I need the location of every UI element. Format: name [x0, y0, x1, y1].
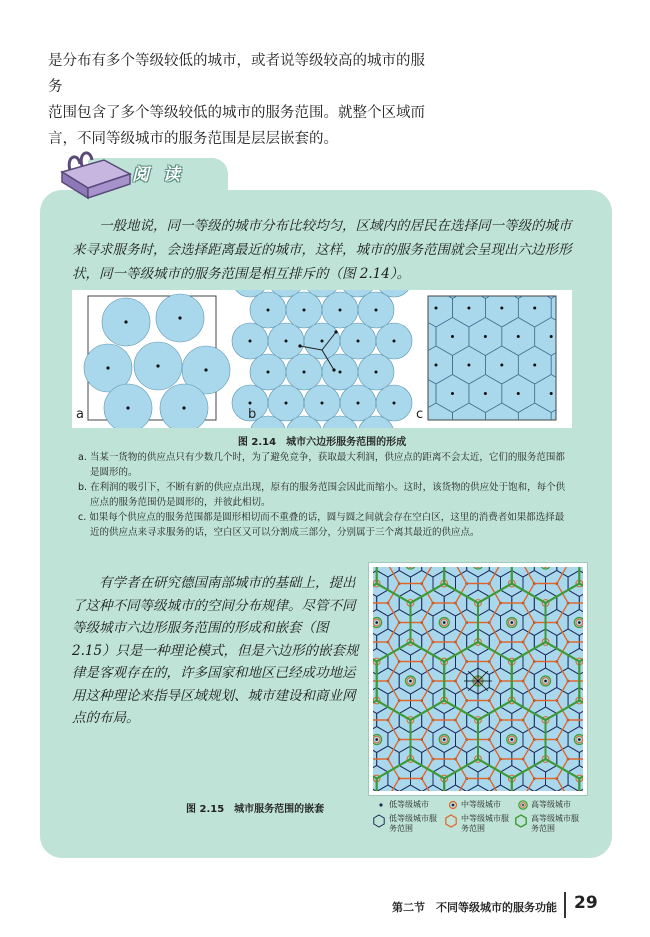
reading-paragraph-1: 一般地说，同一等级的城市分布比较均匀，区域内的居民在选择同一等级的城市来寻求服务时，会选择距离最近的城市，这样，城市的服务范围就会呈现出六边形形状，同一等级城市的服务范围是相互排斥的（图 2.14）。 — [72, 218, 572, 282]
supply-point-dot — [418, 392, 421, 395]
supply-point-dot — [500, 421, 503, 424]
legend-high-range: 高等级城市服务范围 — [514, 814, 584, 834]
low-city-dot — [544, 680, 547, 683]
intro-line-2: 范围包含了多个等级较低的城市的服务范围。就整个区域而 — [48, 105, 425, 121]
high-city-icon — [518, 800, 528, 810]
supply-point-dot — [321, 340, 324, 343]
figure-2-14-panel-c — [387, 290, 572, 428]
note-c: c. 如果每个供应点的服务范围都是圆形相切而不重叠的话，圆与圆之间就会存在空白区，这里的消费者如果都选择最近的供应点来寻求服务的话，空白区又可以分割成三部分，分别属于三个离其最近的供应点。 — [78, 512, 565, 538]
supply-point-dot — [533, 364, 536, 367]
mid-range-hexagon — [368, 562, 399, 564]
arrow-head — [332, 368, 335, 371]
mid-range-hexagon-icon — [444, 814, 458, 828]
supply-point-dot — [533, 421, 536, 424]
supply-point-dot — [435, 307, 438, 310]
legend-high-city: 高等级城市 — [518, 800, 571, 810]
figure-2-14 — [72, 290, 572, 428]
figure-2-15-legend — [370, 796, 584, 840]
low-city-dot — [578, 621, 581, 624]
intro-line-1: 是分布有多个等级较低的城市，或者说等级较高的城市的服务 — [48, 53, 425, 95]
supply-point-dot — [550, 392, 553, 395]
hexagon-service-area — [568, 290, 572, 299]
supply-point-dot — [357, 402, 360, 405]
supply-point-dot — [303, 371, 306, 374]
supply-point-dot — [500, 364, 503, 367]
mid-city-icon — [448, 800, 458, 810]
supply-point-dot — [124, 320, 127, 323]
low-range-hexagon-icon — [372, 814, 386, 828]
supply-point-dot — [249, 340, 252, 343]
supply-point-dot — [484, 335, 487, 338]
supply-point-dot — [467, 307, 470, 310]
service-circle — [104, 384, 152, 428]
supply-point-dot — [204, 368, 207, 371]
low-city-dot — [387, 563, 390, 566]
supply-point-dot — [402, 421, 405, 424]
low-city-dot — [499, 563, 502, 566]
panel-label-c: c — [416, 407, 424, 422]
low-city-dot — [510, 738, 513, 741]
figure-2-14-panel-b — [232, 290, 412, 428]
supply-point-dot — [435, 421, 438, 424]
supply-point-dot — [339, 309, 342, 312]
low-city-dot — [375, 738, 378, 741]
supply-point-dot — [182, 406, 185, 409]
footer-divider — [564, 892, 566, 918]
service-circle — [160, 384, 208, 428]
page-number: 29 — [574, 893, 598, 913]
supply-point-dot — [451, 335, 454, 338]
supply-point-dot — [500, 307, 503, 310]
supply-point-dot — [467, 421, 470, 424]
arrow-head — [334, 330, 337, 333]
supply-point-dot — [393, 402, 396, 405]
mid-range-hexagon — [557, 562, 588, 564]
supply-point-dot — [267, 309, 270, 312]
reading-title: 阅读 — [132, 165, 194, 185]
supply-point-dot — [418, 335, 421, 338]
hexagon-service-area — [568, 375, 572, 413]
intro-text-block — [48, 48, 428, 152]
mid-city-marker — [542, 562, 549, 567]
panel-c-frame — [428, 296, 556, 420]
mid-range-hexagon — [422, 562, 467, 564]
supply-point-dot — [178, 316, 181, 319]
low-city-dot — [375, 621, 378, 624]
legend-mid-range: 中等级城市服务范围 — [444, 814, 514, 834]
supply-point-dot — [375, 309, 378, 312]
low-city-dot — [544, 563, 547, 566]
hexagon-service-area — [568, 318, 572, 356]
note-b: b. 在利润的吸引下，不断有新的供应点出现，原有的服务范围会因此而缩小。这时，该货物的供应处于饱和，每个供应点的服务范围仍是圆形的，并彼此相切。 — [78, 482, 566, 508]
supply-point-dot — [517, 335, 520, 338]
figure-2-14-panel-a — [84, 294, 230, 428]
supply-point-dot — [467, 364, 470, 367]
book-icon — [56, 148, 136, 200]
high-range-hexagon-icon — [514, 814, 528, 828]
supply-point-dot — [484, 392, 487, 395]
figure-2-14-caption: 图 2.14 城市六边形服务范围的形成 — [237, 437, 407, 448]
low-city-dot — [409, 563, 412, 566]
supply-point-dot — [517, 392, 520, 395]
panel-label-a: a — [76, 407, 84, 422]
supply-point-dot — [402, 364, 405, 367]
low-city-dot — [578, 738, 581, 741]
supply-point-dot — [249, 402, 252, 405]
supply-point-dot — [402, 307, 405, 310]
low-city-dot — [510, 621, 513, 624]
supply-point-dot — [550, 335, 553, 338]
mid-range-hexagon — [489, 562, 534, 564]
supply-point-dot — [533, 307, 536, 310]
low-city-dot — [522, 563, 525, 566]
low-city-dot-icon — [376, 800, 386, 810]
supply-point-dot — [393, 340, 396, 343]
supply-point-dot — [339, 371, 342, 374]
supply-point-dot — [267, 371, 270, 374]
supply-point-dot — [566, 421, 569, 424]
reading-paragraph-2: 有学者在研究德国南部城市的基础上，提出了这种不同等级城市的空间分布规律。尽管不同等级城市六边形服务范围的形成和嵌套（图 2.15）只是一种理论模式，但是六边形的嵌套规律是客观存在的，许多国家和地区已经成功地运用这种理论来指导区域规划、城市建设和商业网点的布局。 — [72, 575, 359, 726]
panel-label-b: b — [248, 407, 257, 422]
legend-low-city: 低等级城市 — [376, 800, 429, 810]
low-city-dot — [454, 563, 457, 566]
supply-point-dot — [321, 402, 324, 405]
intro-line-3: 言，不同等级城市的服务范围是层层嵌套的。 — [48, 131, 338, 147]
supply-point-dot — [303, 309, 306, 312]
figure-2-15-caption: 图 2.15 城市服务范围的嵌套 — [186, 804, 325, 815]
low-city-dot — [567, 563, 570, 566]
supply-point-dot — [451, 392, 454, 395]
mid-city-marker — [407, 562, 414, 567]
low-city-dot — [409, 680, 412, 683]
mid-city-marker — [475, 562, 482, 567]
supply-point-dot — [126, 406, 129, 409]
figure-2-14-notes — [78, 450, 568, 540]
low-city-dot — [443, 621, 446, 624]
supply-point-dot — [375, 371, 378, 374]
supply-point-dot — [357, 340, 360, 343]
supply-point-dot — [156, 364, 159, 367]
supply-point-dot — [285, 340, 288, 343]
low-city-dot — [432, 563, 435, 566]
supply-point-dot — [285, 402, 288, 405]
legend-low-range: 低等级城市服务范围 — [372, 814, 442, 834]
arrow-head — [298, 344, 301, 347]
supply-point-dot — [566, 307, 569, 310]
supply-point-dot — [435, 364, 438, 367]
note-a: a. 当某一货物的供应点只有少数几个时，为了避免竞争，获取最大利润，供应点的距离不会太近，它们的服务范围都是圆形的。 — [78, 452, 565, 478]
footer-section-title: 第二节 不同等级城市的服务功能 — [392, 901, 557, 914]
low-city-dot — [443, 738, 446, 741]
legend-mid-city: 中等级城市 — [448, 800, 501, 810]
figure-2-15-nested-hexagon-map — [368, 562, 588, 796]
supply-point-dot — [106, 366, 109, 369]
low-city-dot — [477, 563, 480, 566]
supply-point-dot — [566, 364, 569, 367]
